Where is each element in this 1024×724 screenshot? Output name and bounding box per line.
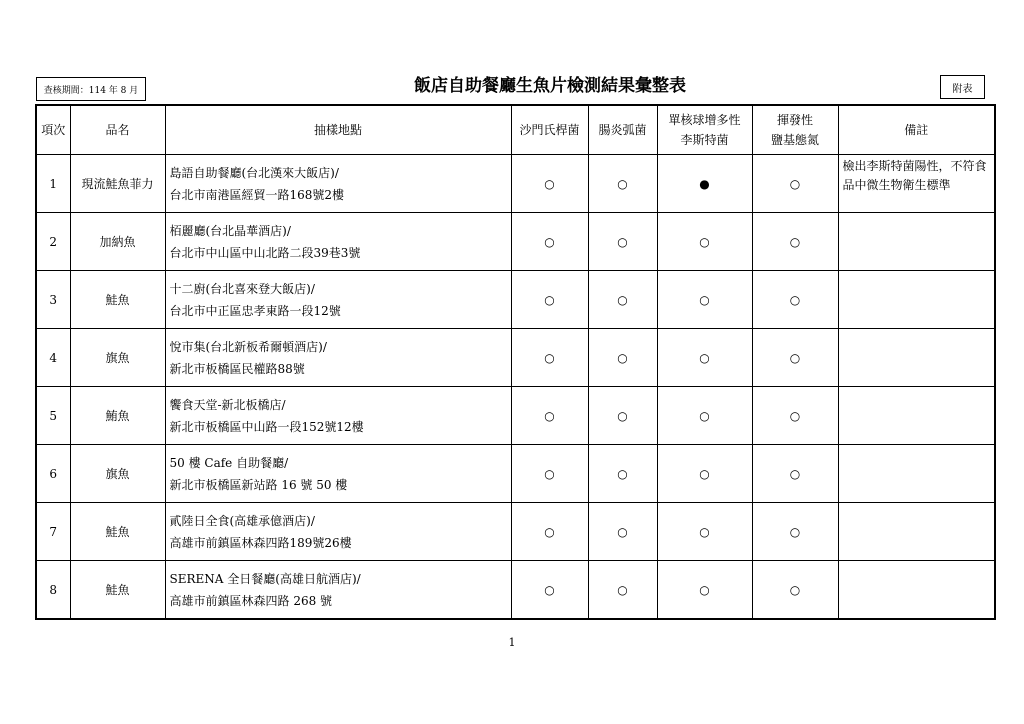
table-header-row — [36, 105, 995, 155]
document-title: 飯店自助餐廳生魚片檢測結果彙整表 — [414, 76, 686, 96]
column-header-tvbn-line1: 揮發性 — [776, 113, 813, 127]
row-tvbn-result: ○ — [752, 561, 838, 620]
row-vibrio-result: ○ — [588, 561, 657, 620]
row-remarks: 檢出李斯特菌陽性，不符食品中微生物衛生標準 — [838, 155, 995, 213]
row-listeria-result: ○ — [657, 503, 752, 561]
row-listeria-result: ○ — [657, 561, 752, 620]
row-listeria-result: ○ — [657, 329, 752, 387]
row-location-address: 新北市板橋區新站路 16 號 50 樓 — [169, 477, 348, 492]
row-tvbn-result: ○ — [752, 387, 838, 445]
row-location-address: 台北市南港區經貿一路168號2樓 — [169, 187, 345, 202]
row-remarks — [838, 445, 995, 503]
row-salmonella-result: ○ — [511, 213, 588, 271]
row-location-address: 新北市板橋區中山路一段152號12樓 — [169, 419, 364, 434]
row-no: 7 — [36, 503, 70, 561]
row-no: 5 — [36, 387, 70, 445]
row-location — [165, 155, 511, 213]
row-location-name: 栢麗廳(台北晶華酒店)/ — [169, 223, 291, 238]
row-vibrio-result: ○ — [588, 271, 657, 329]
row-product: 鮭魚 — [70, 271, 165, 329]
column-header-product: 品名 — [70, 105, 165, 155]
row-no: 4 — [36, 329, 70, 387]
row-remarks — [838, 271, 995, 329]
row-listeria-result: ○ — [657, 445, 752, 503]
row-tvbn-result: ○ — [752, 213, 838, 271]
row-vibrio-result: ○ — [588, 155, 657, 213]
row-vibrio-result: ○ — [588, 213, 657, 271]
row-no: 3 — [36, 271, 70, 329]
row-location-name: 50 樓 Cafe 自助餐廳/ — [169, 455, 289, 470]
row-vibrio-result: ○ — [588, 503, 657, 561]
row-listeria-result: ○ — [657, 387, 752, 445]
row-location — [165, 271, 511, 329]
row-location-address: 新北市板橋區民權路88號 — [169, 361, 305, 376]
row-listeria-result: ● — [657, 155, 752, 213]
column-header-no: 項次 — [36, 105, 70, 155]
row-salmonella-result: ○ — [511, 445, 588, 503]
row-remarks — [838, 329, 995, 387]
row-salmonella-result: ○ — [511, 155, 588, 213]
row-vibrio-result: ○ — [588, 445, 657, 503]
column-header-tvbn — [752, 105, 838, 155]
row-location-address: 台北市中正區忠孝東路一段12號 — [169, 303, 341, 318]
row-location-name: 島語自助餐廳(台北漢來大飯店)/ — [169, 165, 339, 180]
column-header-listeria-line1: 單核球增多性 — [668, 113, 741, 127]
row-remarks — [838, 561, 995, 620]
row-remarks — [838, 503, 995, 561]
row-tvbn-result: ○ — [752, 445, 838, 503]
row-location — [165, 329, 511, 387]
row-product: 鮪魚 — [70, 387, 165, 445]
row-location — [165, 387, 511, 445]
row-location-name: 十二廚(台北喜來登大飯店)/ — [169, 281, 315, 296]
page-number: 1 — [508, 636, 516, 649]
row-location — [165, 445, 511, 503]
row-product: 鮭魚 — [70, 561, 165, 620]
row-location-name: 貳陸日全食(高雄承億酒店)/ — [169, 513, 315, 528]
column-header-salmonella: 沙門氏桿菌 — [511, 105, 588, 155]
table-row — [36, 213, 995, 271]
row-vibrio-result: ○ — [588, 387, 657, 445]
row-location-name: SERENA 全日餐廳(高雄日航酒店)/ — [169, 571, 361, 586]
table-row — [36, 271, 995, 329]
results-table — [35, 104, 996, 620]
row-location — [165, 213, 511, 271]
row-salmonella-result: ○ — [511, 503, 588, 561]
row-salmonella-result: ○ — [511, 387, 588, 445]
row-location-name: 悅市集(台北新板希爾頓酒店)/ — [169, 339, 327, 354]
row-salmonella-result: ○ — [511, 561, 588, 620]
annex-label: 附表 — [940, 75, 985, 99]
row-product: 加納魚 — [70, 213, 165, 271]
row-no: 8 — [36, 561, 70, 620]
row-product: 旗魚 — [70, 329, 165, 387]
column-header-remarks: 備註 — [838, 105, 995, 155]
row-no: 2 — [36, 213, 70, 271]
table-row — [36, 387, 995, 445]
column-header-location: 抽樣地點 — [165, 105, 511, 155]
row-tvbn-result: ○ — [752, 155, 838, 213]
column-header-vibrio: 腸炎弧菌 — [588, 105, 657, 155]
row-location-address: 高雄市前鎮區林森四路 268 號 — [169, 593, 333, 608]
row-salmonella-result: ○ — [511, 329, 588, 387]
table-row — [36, 329, 995, 387]
row-product: 鮭魚 — [70, 503, 165, 561]
row-salmonella-result: ○ — [511, 271, 588, 329]
row-listeria-result: ○ — [657, 213, 752, 271]
row-location — [165, 503, 511, 561]
row-tvbn-result: ○ — [752, 503, 838, 561]
row-no: 1 — [36, 155, 70, 213]
row-location-name: 饗食天堂-新北板橋店/ — [169, 397, 286, 412]
row-tvbn-result: ○ — [752, 271, 838, 329]
table-row — [36, 445, 995, 503]
table-row — [36, 155, 995, 213]
row-product: 旗魚 — [70, 445, 165, 503]
column-header-listeria — [657, 105, 752, 155]
table-row — [36, 503, 995, 561]
row-remarks — [838, 387, 995, 445]
row-remarks — [838, 213, 995, 271]
row-no: 6 — [36, 445, 70, 503]
row-location-address: 台北市中山區中山北路二段39巷3號 — [169, 245, 361, 260]
row-location-address: 高雄市前鎮區林森四路189號26樓 — [169, 535, 352, 550]
row-product: 現流鮭魚菲力 — [70, 155, 165, 213]
table-row — [36, 561, 995, 620]
column-header-listeria-line2: 李斯特菌 — [680, 133, 729, 147]
row-tvbn-result: ○ — [752, 329, 838, 387]
inspection-period-label: 查核期間：114 年 8 月 — [36, 77, 146, 101]
row-vibrio-result: ○ — [588, 329, 657, 387]
row-listeria-result: ○ — [657, 271, 752, 329]
row-location — [165, 561, 511, 620]
column-header-tvbn-line2: 鹽基態氮 — [770, 133, 819, 147]
